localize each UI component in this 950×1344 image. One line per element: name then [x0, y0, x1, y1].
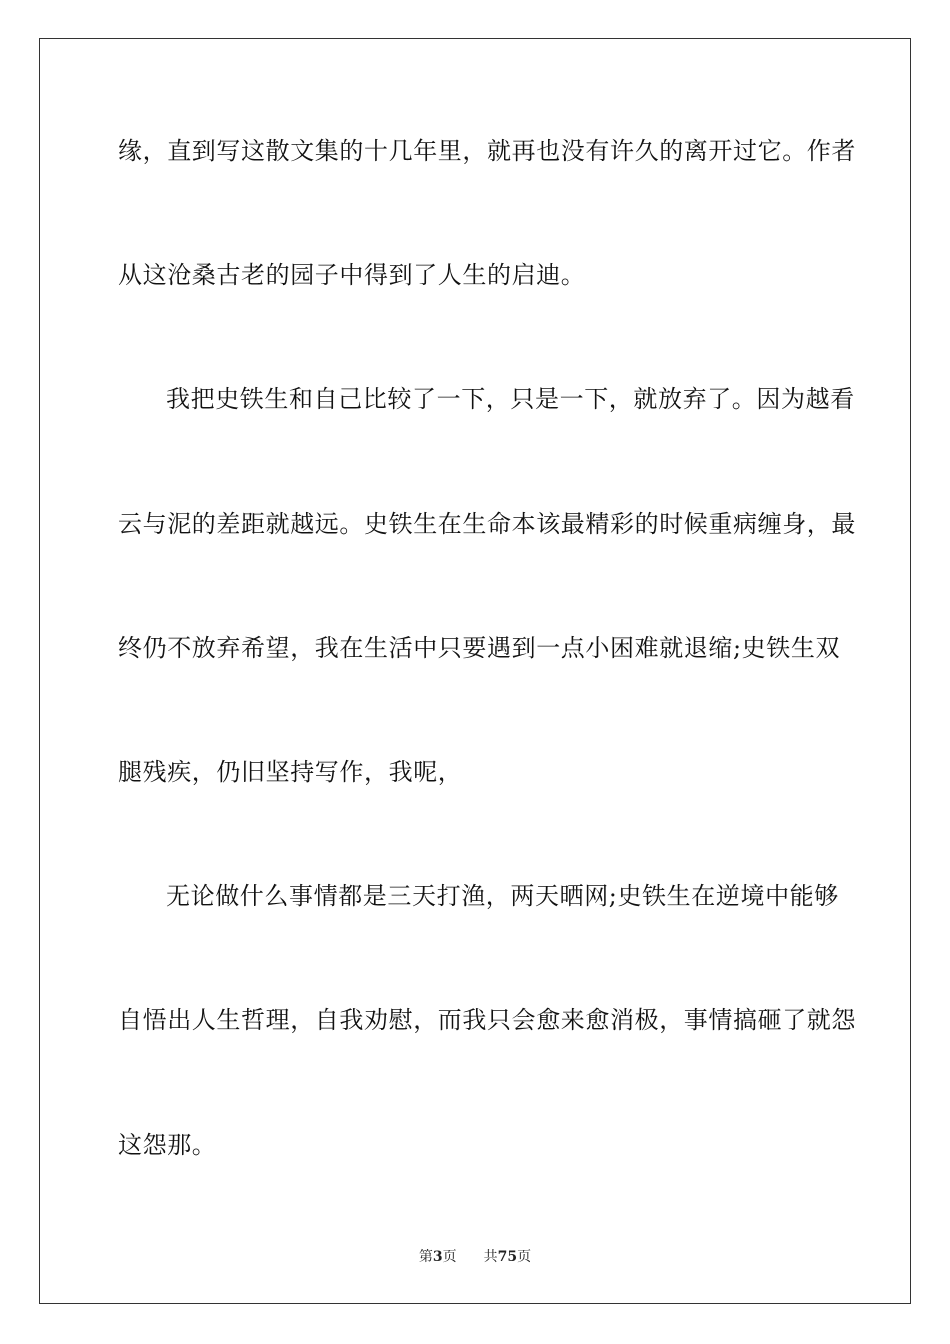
paragraph-first-line: 我把史铁生和自己比较了一下，只是一下，就放弃了。因为越看 — [166, 385, 855, 413]
text-line: 终仍不放弃希望，我在生活中只要遇到一点小困难就退缩;史铁生双 — [118, 634, 841, 662]
text-line: 缘，直到写这散文集的十几年里，就再也没有许久的离开过它。作者 — [118, 137, 856, 165]
page-border — [39, 38, 911, 1304]
text-line: 这怨那。 — [118, 1131, 217, 1159]
page-footer — [0, 1248, 950, 1266]
paragraph-first-line: 无论做什么事情都是三天打渔，两天晒网;史铁生在逆境中能够 — [166, 882, 839, 910]
text-line: 自悟出人生哲理，自我劝慰，而我只会愈来愈消极，事情搞砸了就怨 — [118, 1006, 856, 1034]
total-pages-label: 共75页 — [483, 1249, 532, 1265]
current-page-number: 3 — [432, 1249, 443, 1265]
text-line: 腿残疾，仍旧坚持写作，我呢， — [118, 758, 463, 786]
total-pages-number: 75 — [497, 1249, 518, 1265]
text-line: 云与泥的差距就越远。史铁生在生命本该最精彩的时候重病缠身，最 — [118, 510, 856, 538]
page-number-label: 第3页 — [418, 1249, 457, 1265]
text-line: 从这沧桑古老的园子中得到了人生的启迪。 — [118, 261, 586, 289]
